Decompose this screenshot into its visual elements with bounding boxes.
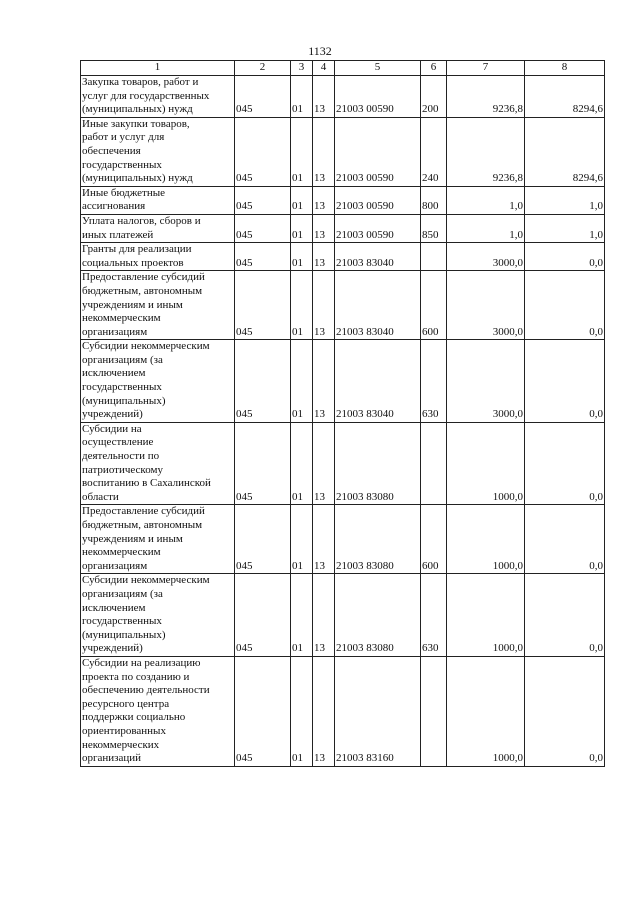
ministry-code: 045: [235, 117, 291, 186]
ministry-code: 045: [235, 340, 291, 423]
section-code: 01: [291, 271, 313, 340]
amount-year-2: 0,0: [525, 505, 605, 574]
target-article-code: 21003 83040: [335, 340, 421, 423]
section-code: 01: [291, 574, 313, 657]
amount-year-2: 8294,6: [525, 117, 605, 186]
amount-year-2: 0,0: [525, 656, 605, 766]
ministry-code: 045: [235, 505, 291, 574]
section-code: 01: [291, 656, 313, 766]
ministry-code: 045: [235, 656, 291, 766]
column-header: 1: [81, 61, 235, 76]
ministry-code: 045: [235, 76, 291, 118]
table-row: [81, 186, 605, 214]
subsection-code: 13: [313, 76, 335, 118]
column-header: 7: [447, 61, 525, 76]
target-article-code: 21003 83080: [335, 422, 421, 505]
target-article-code: 21003 83040: [335, 271, 421, 340]
amount-year-2: 1,0: [525, 214, 605, 242]
section-code: 01: [291, 214, 313, 242]
row-name: Субсидии на осуществление деятельности по патриотическому воспитанию в Сахалинской области: [81, 422, 235, 505]
subsection-code: 13: [313, 186, 335, 214]
expense-type-code: 600: [421, 271, 447, 340]
amount-year-1: 9236,8: [447, 117, 525, 186]
row-name: Уплата налогов, сборов и иных платежей: [81, 214, 235, 242]
expense-type-code: 600: [421, 505, 447, 574]
target-article-code: 21003 83040: [335, 243, 421, 271]
table-row: [81, 271, 605, 340]
amount-year-2: 0,0: [525, 271, 605, 340]
amount-year-1: 1000,0: [447, 656, 525, 766]
row-name: Субсидии некоммерческим организациям (за исключением государственных (муниципальных) учреждений): [81, 574, 235, 657]
row-name: Субсидии некоммерческим организациям (за исключением государственных (муниципальных) учреждений): [81, 340, 235, 423]
ministry-code: 045: [235, 186, 291, 214]
table-row: [81, 505, 605, 574]
amount-year-1: 9236,8: [447, 76, 525, 118]
ministry-code: 045: [235, 271, 291, 340]
column-header: 6: [421, 61, 447, 76]
amount-year-1: 3000,0: [447, 243, 525, 271]
page-number: 1132: [308, 44, 332, 58]
column-header: 8: [525, 61, 605, 76]
row-name: Закупка товаров, работ и услуг для государственных (муниципальных) нужд: [81, 76, 235, 118]
ministry-code: 045: [235, 422, 291, 505]
amount-year-2: 8294,6: [525, 76, 605, 118]
expense-type-code: 850: [421, 214, 447, 242]
amount-year-2: 0,0: [525, 340, 605, 423]
section-code: 01: [291, 340, 313, 423]
subsection-code: 13: [313, 214, 335, 242]
row-name: Гранты для реализации социальных проектов: [81, 243, 235, 271]
row-name: Предоставление субсидий бюджетным, автономным учреждениям и иным некоммерческим организациям: [81, 271, 235, 340]
amount-year-1: 1,0: [447, 214, 525, 242]
row-name: Предоставление субсидий бюджетным, автономным учреждениям и иным некоммерческим организациям: [81, 505, 235, 574]
ministry-code: 045: [235, 243, 291, 271]
amount-year-1: 1000,0: [447, 574, 525, 657]
amount-year-1: 1,0: [447, 186, 525, 214]
table-row: [81, 656, 605, 766]
table-row: [81, 574, 605, 657]
table-row: [81, 76, 605, 118]
table-row: [81, 214, 605, 242]
section-code: 01: [291, 186, 313, 214]
target-article-code: 21003 83080: [335, 574, 421, 657]
expense-type-code: [421, 422, 447, 505]
expense-type-code: 630: [421, 340, 447, 423]
target-article-code: 21003 83080: [335, 505, 421, 574]
row-name: Иные бюджетные ассигнования: [81, 186, 235, 214]
amount-year-1: 1000,0: [447, 505, 525, 574]
amount-year-2: 0,0: [525, 422, 605, 505]
column-header: 2: [235, 61, 291, 76]
table-row: [81, 422, 605, 505]
target-article-code: 21003 00590: [335, 214, 421, 242]
subsection-code: 13: [313, 574, 335, 657]
expense-type-code: 800: [421, 186, 447, 214]
subsection-code: 13: [313, 243, 335, 271]
section-code: 01: [291, 76, 313, 118]
amount-year-2: 0,0: [525, 574, 605, 657]
section-code: 01: [291, 117, 313, 186]
table-row: [81, 117, 605, 186]
budget-table: [80, 60, 605, 767]
subsection-code: 13: [313, 271, 335, 340]
target-article-code: 21003 00590: [335, 76, 421, 118]
subsection-code: 13: [313, 117, 335, 186]
amount-year-1: 1000,0: [447, 422, 525, 505]
section-code: 01: [291, 505, 313, 574]
column-header: 3: [291, 61, 313, 76]
row-name: Иные закупки товаров, работ и услуг для обеспечения государственных (муниципальных) нужд: [81, 117, 235, 186]
subsection-code: 13: [313, 340, 335, 423]
header-row: [81, 61, 605, 76]
ministry-code: 045: [235, 574, 291, 657]
column-header: 5: [335, 61, 421, 76]
subsection-code: 13: [313, 505, 335, 574]
section-code: 01: [291, 422, 313, 505]
amount-year-2: 0,0: [525, 243, 605, 271]
row-name: Субсидии на реализацию проекта по созданию и обеспечению деятельности ресурсного центра поддержки социально ориентированных некоммерческих организаций: [81, 656, 235, 766]
amount-year-2: 1,0: [525, 186, 605, 214]
subsection-code: 13: [313, 656, 335, 766]
amount-year-1: 3000,0: [447, 340, 525, 423]
expense-type-code: 200: [421, 76, 447, 118]
expense-type-code: 240: [421, 117, 447, 186]
amount-year-1: 3000,0: [447, 271, 525, 340]
table-row: [81, 340, 605, 423]
target-article-code: 21003 83160: [335, 656, 421, 766]
table-row: [81, 243, 605, 271]
expense-type-code: [421, 243, 447, 271]
ministry-code: 045: [235, 214, 291, 242]
target-article-code: 21003 00590: [335, 186, 421, 214]
target-article-code: 21003 00590: [335, 117, 421, 186]
section-code: 01: [291, 243, 313, 271]
expense-type-code: [421, 656, 447, 766]
column-header: 4: [313, 61, 335, 76]
subsection-code: 13: [313, 422, 335, 505]
expense-type-code: 630: [421, 574, 447, 657]
